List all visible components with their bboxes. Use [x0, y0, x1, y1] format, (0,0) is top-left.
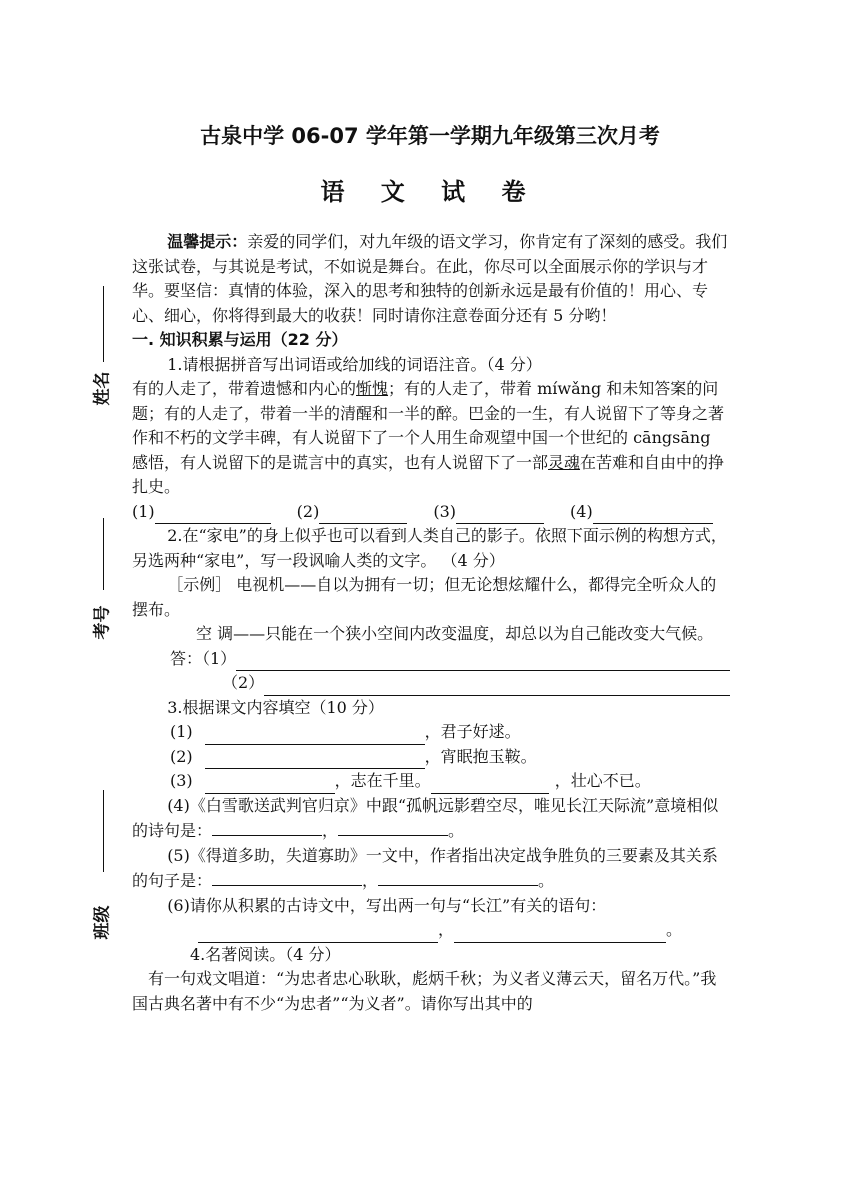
section-heading: 一. 知识积累与运用（22 分）	[132, 330, 348, 349]
q3-line-6: (6)请你从积累的古诗文中，写出两一句与“长江”有关的语句：	[167, 895, 607, 915]
number-label: 考号	[92, 605, 113, 640]
q2-prompt: 2.在“家电”的身上似乎也可以看到人类自己的影子。依照下面示例的构想方式，另选两种“家电”，写一段讽喻人类的文字。 （4 分）	[132, 526, 727, 570]
answer-blank[interactable]	[431, 776, 549, 794]
q3-line-6-answers: ， 。	[132, 918, 730, 943]
exam-subtitle: 语 文 试 卷	[320, 178, 540, 206]
answer-blank[interactable]	[155, 506, 271, 524]
q2-example-1: ［示例］ 电视机——自以为拥有一切；但无论想炫耀什么，都得完全听众人的摆布。	[132, 575, 717, 619]
name-line	[103, 286, 104, 362]
q4-prompt: 4.名著阅读。（4 分）	[190, 944, 341, 964]
class-line	[103, 790, 104, 872]
number-line	[103, 518, 104, 590]
q3-line-4: (4)《白雪歌送武判官归京》中跟“孤帆远影碧空尽，唯见长江天际流”意境相似的诗句是： ， 。	[132, 795, 719, 840]
answer-blank[interactable]	[454, 925, 666, 943]
answer-blank[interactable]	[205, 776, 335, 794]
q2-example-2: 空 调——只能在一个狭小空间内改变温度，却总以为自己能改变大气候。	[196, 624, 714, 643]
q2-answer-2: （2）	[132, 671, 730, 696]
class-label: 班级	[92, 905, 113, 940]
intro-text: 亲爱的同学们，对九年级的语文学习，你肯定有了深刻的感受。我们这张试卷，与其说是考试，不如说是舞台。在此，你尽可以全面展示你的学识与才华。要坚信：真情的体验，深入的思考和独特的创新永远是最有价值的！用心、专心、细心，你将得到最大的收获！同时请你注意卷面分还有 5 分哟！	[132, 232, 728, 325]
exam-title: 古泉中学 06-07 学年第一学期九年级第三次月考	[200, 124, 660, 148]
answer-blank[interactable]	[378, 868, 538, 886]
exam-content	[132, 230, 730, 1016]
underlined-word-1: 惭愧	[356, 379, 389, 398]
answer-blank[interactable]	[264, 678, 730, 696]
answer-blank[interactable]	[593, 506, 713, 524]
answer-blank[interactable]	[205, 751, 425, 769]
answer-blank[interactable]	[456, 506, 544, 524]
answer-blank[interactable]	[236, 653, 730, 671]
q2-answer-1: 答：（1）	[132, 647, 730, 672]
answer-blank[interactable]	[338, 818, 448, 836]
q3-line-1: (1) ，君子好逑。	[132, 720, 730, 745]
intro-paragraph	[132, 230, 730, 328]
q3-line-3: (3) ，志在千里。 ，壮心不已。	[132, 769, 730, 794]
answer-blank[interactable]	[212, 818, 322, 836]
q4-text: 有一句戏文唱道：“为忠者忠心耿耿，彪炳千秋；为义者义薄云天，留名万代。”我国古典名著中有不少“为忠者”“为义者”。请你写出其中的	[132, 969, 717, 1013]
q3-line-2: (2) ，宵眠抱玉鞍。	[132, 745, 730, 770]
q3-prompt: 3.根据课文内容填空（10 分）	[167, 697, 384, 717]
q1-blanks: (1) (2) (3) (4)	[132, 500, 730, 525]
answer-blank[interactable]	[198, 925, 438, 943]
q1-passage: 有的人走了，带着遗憾和内心的惭愧；有的人走了，带着 míwǎng 和未知答案的问题；有的人走了，带着一半的清醒和一半的醉。巴金的一生，有人说留下了等身之著作和不朽的文学丰碑，有人说留下了一个人用生命观望中国一个世纪的 cāngsāng 感悟，有人说留下的是谎言中的真实，也有人说留下了一部灵魂在苦难和自由中的挣扎史。	[132, 379, 725, 496]
answer-blank[interactable]	[205, 727, 425, 745]
underlined-word-2: 灵魂	[548, 452, 581, 472]
intro-label: 温馨提示：	[167, 232, 248, 251]
answer-blank[interactable]	[212, 868, 362, 886]
q3-line-5: (5)《得道多助，失道寡助》一文中，作者指出决定战争胜负的三要素及其关系的句子是： ， 。	[132, 845, 718, 890]
q1-prompt: 1.请根据拼音写出词语或给加线的词语注音。（4 分）	[167, 354, 542, 374]
name-label: 姓名	[92, 371, 113, 406]
answer-blank[interactable]	[319, 506, 407, 524]
